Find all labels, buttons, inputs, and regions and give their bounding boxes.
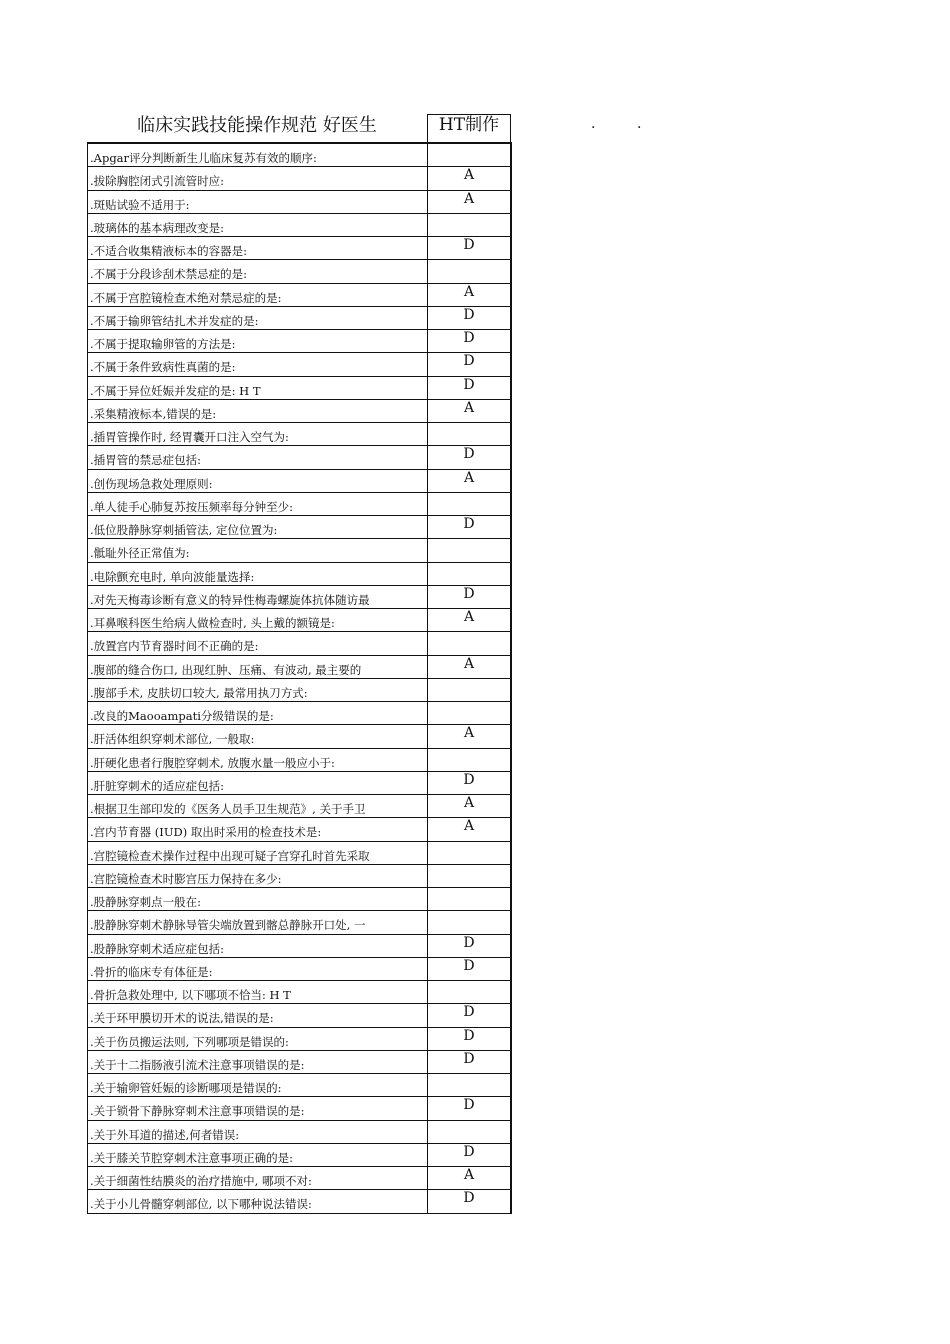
answer-cell [428, 632, 512, 654]
question-cell: .不属于分段诊刮术禁忌症的是: [88, 260, 428, 282]
question-cell: .根据卫生部印发的《医务人员手卫生规范》, 关于手卫 [88, 795, 428, 817]
table-row [88, 679, 512, 702]
table-row [88, 539, 512, 562]
answer-cell [428, 679, 512, 701]
table-row [88, 493, 512, 516]
answer-cell [428, 1074, 512, 1096]
answer-cell: D [428, 1028, 512, 1050]
question-cell: .放置宫内节育器时间不正确的是: [88, 632, 428, 654]
answer-cell [428, 1121, 512, 1143]
table-row [88, 958, 512, 981]
answer-cell: A [428, 167, 512, 189]
answer-cell: D [428, 377, 512, 399]
table-row [88, 307, 512, 330]
answer-cell: D [428, 1004, 512, 1026]
answer-cell: A [428, 656, 512, 678]
question-cell: .股静脉穿刺点一般在: [88, 888, 428, 910]
question-cell: .对先天梅毒诊断有意义的特异性梅毒螺旋体抗体随访最 [88, 586, 428, 608]
table-row [88, 237, 512, 260]
answer-cell: D [428, 353, 512, 375]
question-cell: .关于输卵管妊娠的诊断哪项是错误的: [88, 1074, 428, 1096]
answer-cell: D [428, 1144, 512, 1166]
question-cell: .关于环甲膜切开术的说法,错误的是: [88, 1004, 428, 1026]
table-row [88, 516, 512, 539]
table-row [88, 167, 512, 190]
table-row [88, 144, 512, 167]
question-cell: .单人徒手心肺复苏按压频率每分钟至少: [88, 493, 428, 515]
question-cell: .不适合收集精液标本的容器是: [88, 237, 428, 259]
table-row [88, 725, 512, 748]
answer-cell [428, 981, 512, 1003]
question-cell: .宫内节育器 (IUD) 取出时采用的检查技术是: [88, 818, 428, 840]
table-row [88, 656, 512, 679]
question-cell: .拔除胸腔闭式引流管时应: [88, 167, 428, 189]
answer-cell: D [428, 772, 512, 794]
question-cell: .宫腔镜检查术时膨宫压力保持在多少: [88, 865, 428, 887]
question-cell: .宫腔镜检查术操作过程中出现可疑子宫穿孔时首先采取 [88, 842, 428, 864]
question-cell: .股静脉穿刺术适应症包括: [88, 935, 428, 957]
table-row [88, 1097, 512, 1120]
question-cell: .玻璃体的基本病理改变是: [88, 214, 428, 236]
question-cell: .Apgar评分判断新生儿临床复苏有效的顺序: [88, 144, 428, 166]
question-cell: .关于小儿骨髓穿刺部位, 以下哪种说法错误: [88, 1190, 428, 1212]
answer-cell [428, 563, 512, 585]
table-row [88, 911, 512, 934]
answer-cell: A [428, 818, 512, 840]
question-cell: .关于十二指肠液引流术注意事项错误的是: [88, 1051, 428, 1073]
question-cell: .关于伤员搬运法则, 下列哪项是错误的: [88, 1028, 428, 1050]
table-row [88, 1190, 512, 1213]
answer-cell: D [428, 935, 512, 957]
table-row [88, 563, 512, 586]
question-cell: .关于细菌性结膜炎的治疗措施中, 哪项不对: [88, 1167, 428, 1189]
answer-cell [428, 423, 512, 445]
maker-label: HT制作 [427, 114, 511, 142]
question-cell: .低位股静脉穿刺插管法, 定位位置为: [88, 516, 428, 538]
question-cell: .不属于提取输卵管的方法是: [88, 330, 428, 352]
table-row [88, 284, 512, 307]
answer-cell: D [428, 446, 512, 468]
answer-cell: A [428, 284, 512, 306]
answer-cell: A [428, 795, 512, 817]
answer-cell: D [428, 330, 512, 352]
answer-cell: A [428, 470, 512, 492]
answer-cell: A [428, 400, 512, 422]
table-row [88, 400, 512, 423]
dot-mark: . [637, 116, 642, 132]
answer-cell: D [428, 1097, 512, 1119]
question-cell: .创伤现场急救处理原则: [88, 470, 428, 492]
answer-cell [428, 493, 512, 515]
table-row [88, 609, 512, 632]
answer-sheet [87, 114, 642, 1214]
question-table [87, 142, 512, 1214]
question-cell: .不属于输卵管结扎术并发症的是: [88, 307, 428, 329]
table-row [88, 1167, 512, 1190]
question-cell: .骶耻外径正常值为: [88, 539, 428, 561]
table-row [88, 888, 512, 911]
question-cell: .不属于条件致病性真菌的是: [88, 353, 428, 375]
answer-cell [428, 144, 512, 166]
answer-cell: D [428, 958, 512, 980]
table-row [88, 632, 512, 655]
table-row [88, 446, 512, 469]
question-cell: .骨折的临床专有体征是: [88, 958, 428, 980]
table-row [88, 1121, 512, 1144]
answer-cell: D [428, 237, 512, 259]
question-cell: .改良的Maooampati分级错误的是: [88, 702, 428, 724]
question-cell: .斑贴试验不适用于: [88, 191, 428, 213]
question-cell: .不属于宫腔镜检查术绝对禁忌症的是: [88, 284, 428, 306]
answer-cell: D [428, 1190, 512, 1212]
answer-cell [428, 749, 512, 771]
table-row [88, 586, 512, 609]
table-row [88, 1004, 512, 1027]
table-row [88, 1051, 512, 1074]
answer-cell: D [428, 516, 512, 538]
table-row [88, 353, 512, 376]
table-row [88, 214, 512, 237]
answer-cell [428, 539, 512, 561]
table-row [88, 377, 512, 400]
table-row [88, 842, 512, 865]
table-row [88, 470, 512, 493]
question-cell: .骨折急救处理中, 以下哪项不恰当: H T [88, 981, 428, 1003]
question-cell: .不属于异位妊娠并发症的是: H T [88, 377, 428, 399]
question-cell: .腹部手术, 皮肤切口较大, 最常用执刀方式: [88, 679, 428, 701]
answer-cell [428, 911, 512, 933]
table-row [88, 191, 512, 214]
table-row [88, 260, 512, 283]
question-cell: .肝脏穿刺术的适应症包括: [88, 772, 428, 794]
question-cell: .肝硬化患者行腹腔穿刺术, 放腹水量一般应小于: [88, 749, 428, 771]
table-row [88, 935, 512, 958]
table-row [88, 865, 512, 888]
table-row [88, 702, 512, 725]
answer-cell: D [428, 1051, 512, 1073]
table-row [88, 1028, 512, 1051]
table-row [88, 330, 512, 353]
table-row [88, 772, 512, 795]
answer-cell: D [428, 586, 512, 608]
answer-cell: A [428, 609, 512, 631]
answer-cell [428, 214, 512, 236]
question-cell: .电除颤充电时, 单向波能量选择: [88, 563, 428, 585]
answer-cell: A [428, 725, 512, 747]
answer-cell [428, 888, 512, 910]
question-cell: .插胃管操作时, 经胃囊开口注入空气为: [88, 423, 428, 445]
table-row [88, 423, 512, 446]
table-row [88, 1144, 512, 1167]
answer-cell: A [428, 191, 512, 213]
table-row [88, 818, 512, 841]
answer-cell: D [428, 307, 512, 329]
header-row [87, 114, 642, 142]
answer-cell [428, 702, 512, 724]
question-cell: .关于膝关节腔穿刺术注意事项正确的是: [88, 1144, 428, 1166]
answer-cell [428, 842, 512, 864]
question-cell: .股静脉穿刺术静脉导管尖端放置到髂总静脉开口处, 一 [88, 911, 428, 933]
document-title: 临床实践技能操作规范 好医生 [137, 115, 377, 136]
table-row [88, 1074, 512, 1097]
question-cell: .腹部的缝合伤口, 出现红肿、压痛、有波动, 最主要的 [88, 656, 428, 678]
table-row [88, 795, 512, 818]
question-cell: .耳鼻喉科医生给病人做检查时, 头上戴的额镜是: [88, 609, 428, 631]
question-cell: .采集精液标本,错误的是: [88, 400, 428, 422]
dot-mark: . [591, 116, 596, 132]
answer-cell: A [428, 1167, 512, 1189]
question-cell: .肝活体组织穿刺术部位, 一般取: [88, 725, 428, 747]
question-cell: .关于外耳道的描述,何者错误: [88, 1121, 428, 1143]
answer-cell [428, 865, 512, 887]
question-cell: .插胃管的禁忌症包括: [88, 446, 428, 468]
question-cell: .关于锁骨下静脉穿刺术注意事项错误的是: [88, 1097, 428, 1119]
table-row [88, 981, 512, 1004]
answer-cell [428, 260, 512, 282]
table-row [88, 749, 512, 772]
